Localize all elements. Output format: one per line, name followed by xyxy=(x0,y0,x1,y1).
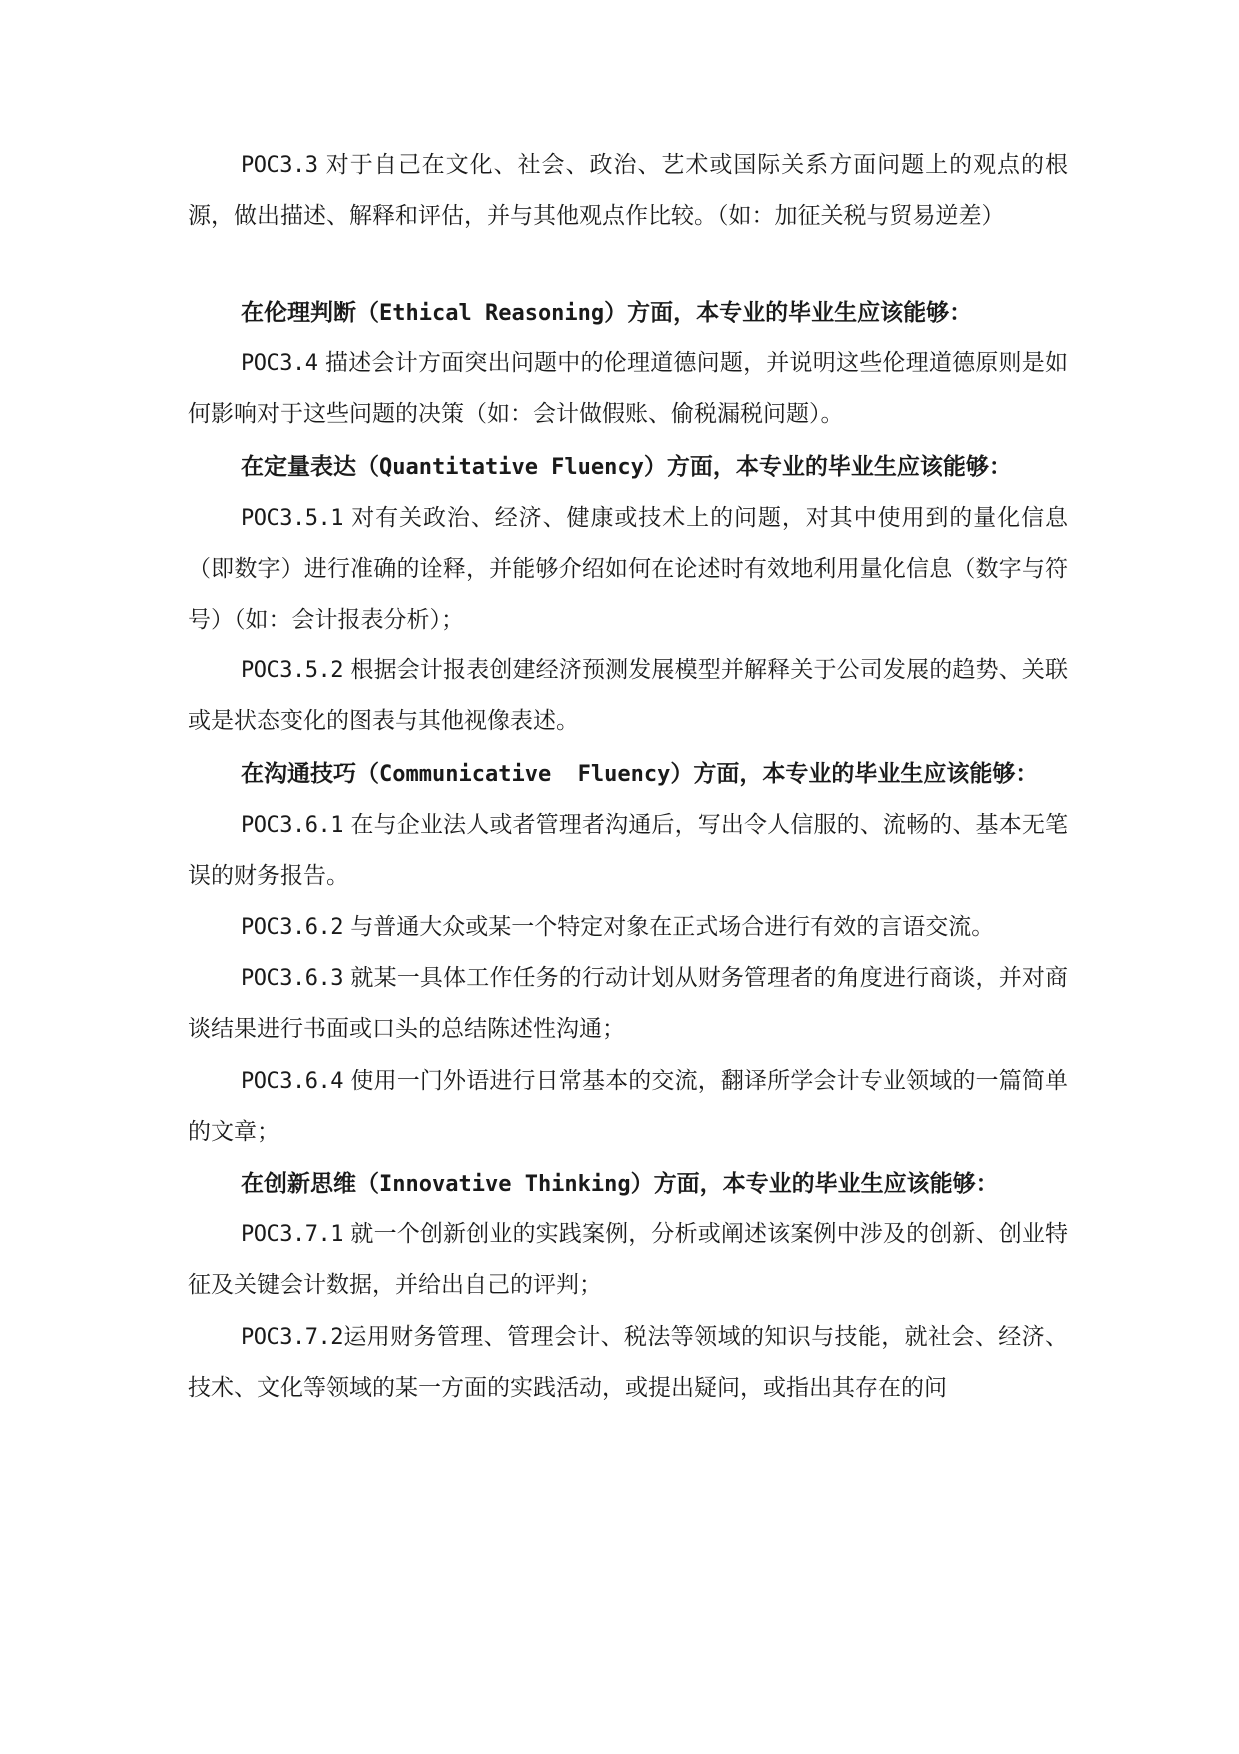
item-text: 就一个创新创业的实践案例，分析或阐述该案例中涉及的创新、创业特征及关键会计数据，并给出自己的评判； xyxy=(188,1221,1068,1298)
item-text: 根据会计报表创建经济预测发展模型并解释关于公司发展的趋势、关联或是状态变化的图表与其他视像表述。 xyxy=(188,657,1068,734)
item-text: 对于自己在文化、社会、政治、艺术或国际关系方面问题上的观点的根源，做出描述、解释和评估，并与其他观点作比较。（如：加征关税与贸易逆差） xyxy=(188,152,1068,229)
heading-english-term: Communicative Fluency xyxy=(379,762,671,787)
paragraph-poc3-5-2 xyxy=(188,645,1068,747)
heading-suffix: ）方面，本专业的毕业生应该能够： xyxy=(670,760,1039,787)
heading-quantitative-fluency xyxy=(188,441,1068,493)
item-code: POC3.6.1 xyxy=(241,813,343,838)
heading-english-term: Innovative Thinking xyxy=(379,1172,631,1197)
item-text: 使用一门外语进行日常基本的交流，翻译所学会计专业领域的一篇简单的文章； xyxy=(188,1068,1068,1145)
item-text: 对有关政治、经济、健康或技术上的问题，对其中使用到的量化信息（即数字）进行准确的诠释，并能够介绍如何在论述时有效地利用量化信息（数字与符号）（如：会计报表分析）； xyxy=(188,505,1068,633)
heading-suffix: ）方面，本专业的毕业生应该能够： xyxy=(643,453,1012,480)
paragraph-poc3-6-3 xyxy=(188,953,1068,1055)
item-code: POC3.6.3 xyxy=(241,966,343,991)
paragraph-poc3-6-4 xyxy=(188,1056,1068,1158)
item-code: POC3.7.1 xyxy=(241,1222,343,1247)
heading-suffix: ）方面，本专业的毕业生应该能够： xyxy=(630,1170,999,1197)
paragraph-poc3-7-1 xyxy=(188,1209,1068,1311)
item-text: 就某一具体工作任务的行动计划从财务管理者的角度进行商谈，并对商谈结果进行书面或口头的总结陈述性沟通； xyxy=(188,965,1068,1042)
heading-suffix: ）方面，本专业的毕业生应该能够： xyxy=(604,299,973,326)
heading-english-term: Ethical Reasoning xyxy=(379,301,605,326)
heading-communicative-fluency xyxy=(188,748,1068,800)
item-code: POC3.7.2 xyxy=(241,1325,343,1350)
heading-prefix: 在定量表达（ xyxy=(241,453,379,480)
heading-english-term: Quantitative Fluency xyxy=(379,455,644,480)
heading-prefix: 在沟通技巧（ xyxy=(241,760,379,787)
item-code: POC3.6.2 xyxy=(241,915,343,940)
item-text: 运用财务管理、管理会计、税法等领域的知识与技能，就社会、经济、技术、文化等领域的某一方面的实践活动，或提出疑问，或指出其存在的问 xyxy=(188,1324,1068,1401)
item-text: 描述会计方面突出问题中的伦理道德问题，并说明这些伦理道德原则是如何影响对于这些问题的决策（如：会计做假账、偷税漏税问题）。 xyxy=(188,350,1068,427)
item-code: POC3.5.1 xyxy=(241,506,343,531)
heading-innovative-thinking xyxy=(188,1158,1068,1210)
paragraph-poc3-7-2 xyxy=(188,1312,1068,1414)
heading-prefix: 在创新思维（ xyxy=(241,1170,379,1197)
paragraph-poc3-3 xyxy=(188,140,1068,242)
heading-ethical-reasoning xyxy=(188,287,1068,339)
paragraph-poc3-4 xyxy=(188,338,1068,440)
item-code: POC3.6.4 xyxy=(241,1069,343,1094)
item-text: 与普通大众或某一个特定对象在正式场合进行有效的言语交流。 xyxy=(342,914,995,940)
item-code: POC3.3 xyxy=(241,153,318,178)
paragraph-poc3-6-2 xyxy=(188,902,1068,953)
item-text: 在与企业法人或者管理者沟通后，写出令人信服的、流畅的、基本无笔误的财务报告。 xyxy=(188,812,1068,889)
item-code: POC3.5.2 xyxy=(241,658,343,683)
paragraph-poc3-6-1 xyxy=(188,800,1068,902)
heading-prefix: 在伦理判断（ xyxy=(241,299,379,326)
paragraph-poc3-5-1 xyxy=(188,493,1068,646)
item-code: POC3.4 xyxy=(241,351,318,376)
